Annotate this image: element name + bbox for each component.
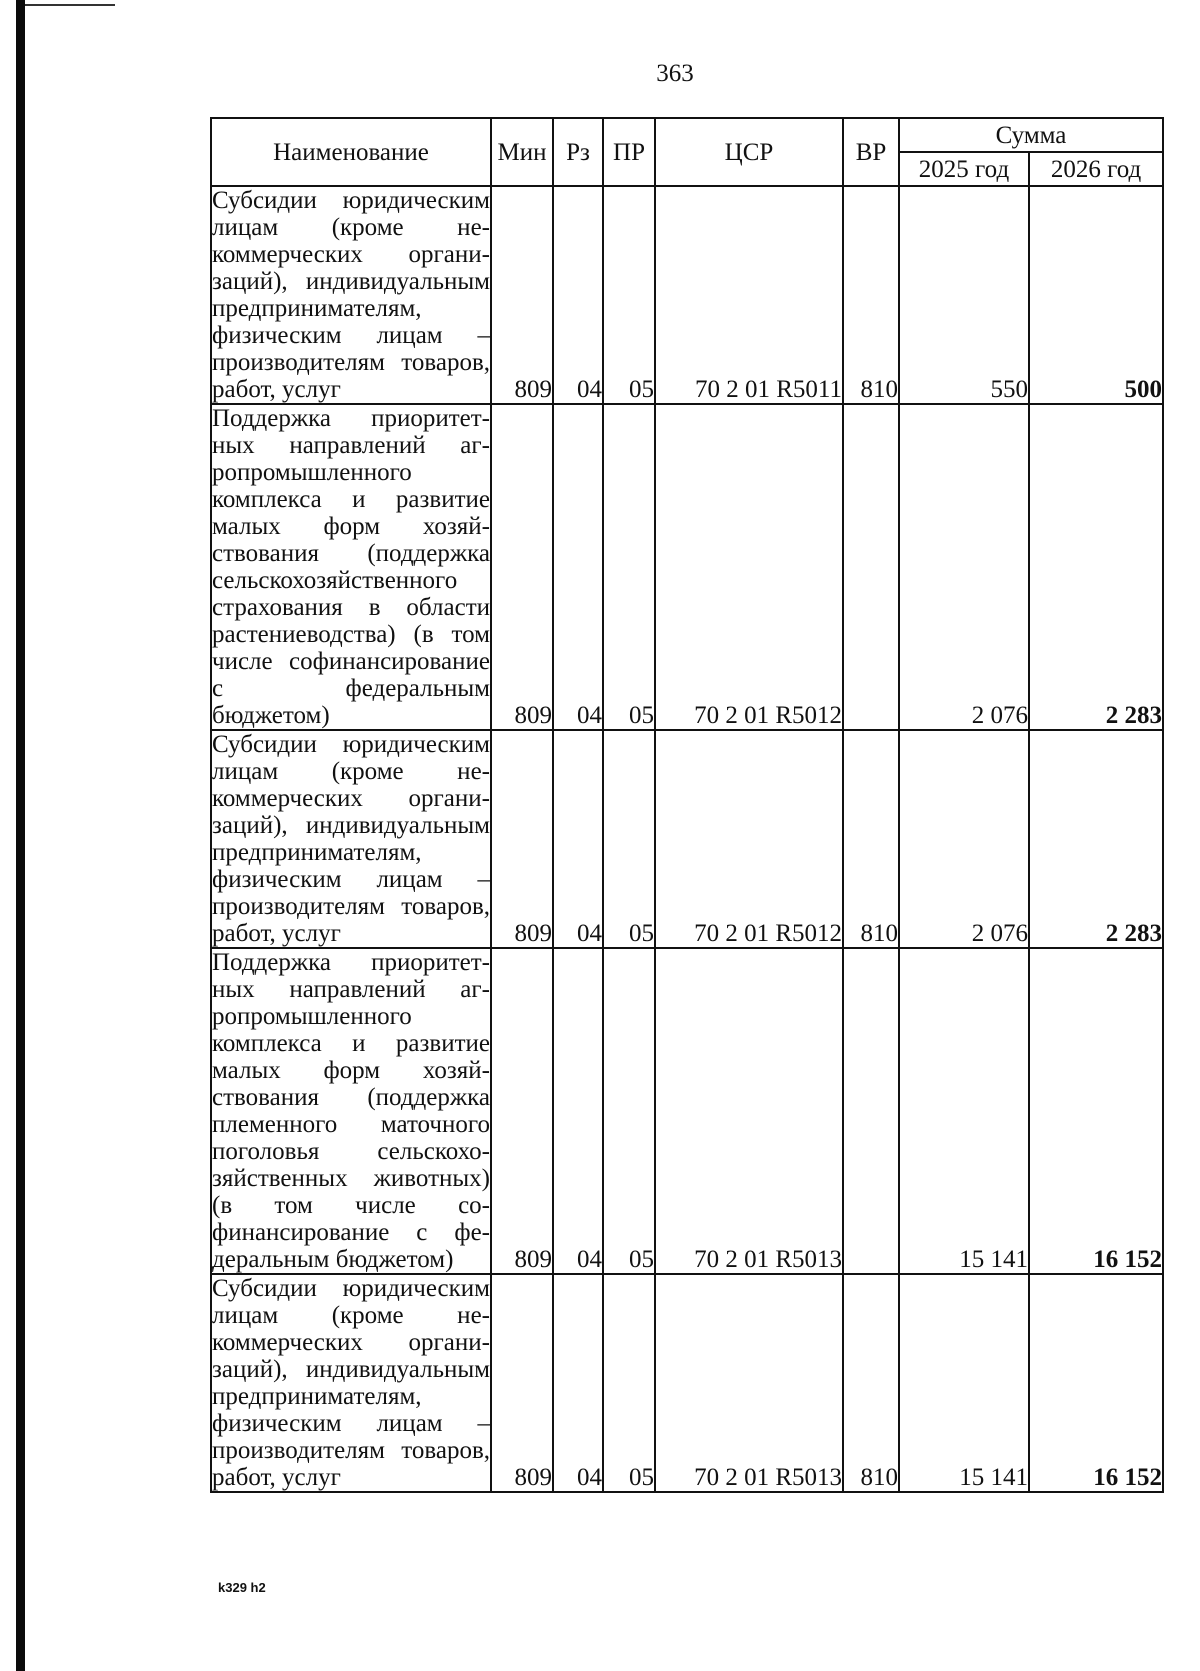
row-vr [843,948,899,1274]
table-body [211,186,1163,1492]
row-min: 809 [491,404,553,730]
row-pr: 05 [603,186,655,404]
row-rz: 04 [553,730,603,948]
row-name: Поддержка приоритетных направлений агропромышленного комплекса и развитие малых форм хозяйствования (поддержка племенного маточного поголовья сельскохозяйственных животных) (в том числе софинансирование с федеральным бюджетом) [212,949,490,1273]
row-rz: 04 [553,1274,603,1492]
row-sum-2026: 16 152 [1029,1274,1163,1492]
row-sum-2026: 2 283 [1029,404,1163,730]
row-pr: 05 [603,730,655,948]
row-min: 809 [491,1274,553,1492]
header-csr: ЦСР [655,118,843,186]
scan-edge-bar [16,0,25,1671]
row-csr: 70 2 01 R5013 [655,1274,843,1492]
row-name: Субсидии юридическим лицам (кроме некоммерческих организаций), индивидуальным предпринимателям, физическим лицам – производителям товаров, работ, услуг [212,187,490,403]
row-csr: 70 2 01 R5013 [655,948,843,1274]
row-vr [843,404,899,730]
row-rz: 04 [553,186,603,404]
row-vr: 810 [843,1274,899,1492]
footer-document-code: k329 h2 [218,1580,266,1595]
table-row [211,730,1163,948]
header-name: Наименование [211,118,491,186]
row-pr: 05 [603,948,655,1274]
header-2025: 2025 год [899,152,1029,186]
row-sum-2025: 2 076 [899,404,1029,730]
row-csr: 70 2 01 R5012 [655,730,843,948]
header-vr: ВР [843,118,899,186]
row-sum-2025: 15 141 [899,1274,1029,1492]
row-pr: 05 [603,1274,655,1492]
row-sum-2026: 2 283 [1029,730,1163,948]
table-row [211,948,1163,1274]
row-csr: 70 2 01 R5012 [655,404,843,730]
row-vr: 810 [843,186,899,404]
header-2026: 2026 год [1029,152,1163,186]
page-number: 363 [656,60,694,87]
scan-corner-mark [25,4,115,6]
row-csr: 70 2 01 R5011 [655,186,843,404]
row-sum-2025: 15 141 [899,948,1029,1274]
row-min: 809 [491,948,553,1274]
table-row [211,404,1163,730]
row-vr: 810 [843,730,899,948]
header-rz: Рз [553,118,603,186]
header-pr: ПР [603,118,655,186]
row-sum-2026: 16 152 [1029,948,1163,1274]
table-row [211,1274,1163,1492]
row-min: 809 [491,730,553,948]
header-min: Мин [491,118,553,186]
row-rz: 04 [553,404,603,730]
row-rz: 04 [553,948,603,1274]
budget-table [210,117,1164,1493]
row-pr: 05 [603,404,655,730]
row-sum-2025: 550 [899,186,1029,404]
table-row [211,186,1163,404]
row-min: 809 [491,186,553,404]
row-sum-2026: 500 [1029,186,1163,404]
row-name: Поддержка приоритетных направлений агропромышленного комплекса и развитие малых форм хозяйствования (поддержка сельскохозяйственного страхования в области растениеводства) (в том числе софинансирование с федеральным бюджетом) [212,405,490,729]
header-sum: Сумма [899,118,1163,152]
row-sum-2025: 2 076 [899,730,1029,948]
row-name: Субсидии юридическим лицам (кроме некоммерческих организаций), индивидуальным предпринимателям, физическим лицам – производителям товаров, работ, услуг [212,731,490,947]
table-header [211,118,1163,186]
row-name: Субсидии юридическим лицам (кроме некоммерческих организаций), индивидуальным предпринимателям, физическим лицам – производителям товаров, работ, услуг [212,1275,490,1491]
